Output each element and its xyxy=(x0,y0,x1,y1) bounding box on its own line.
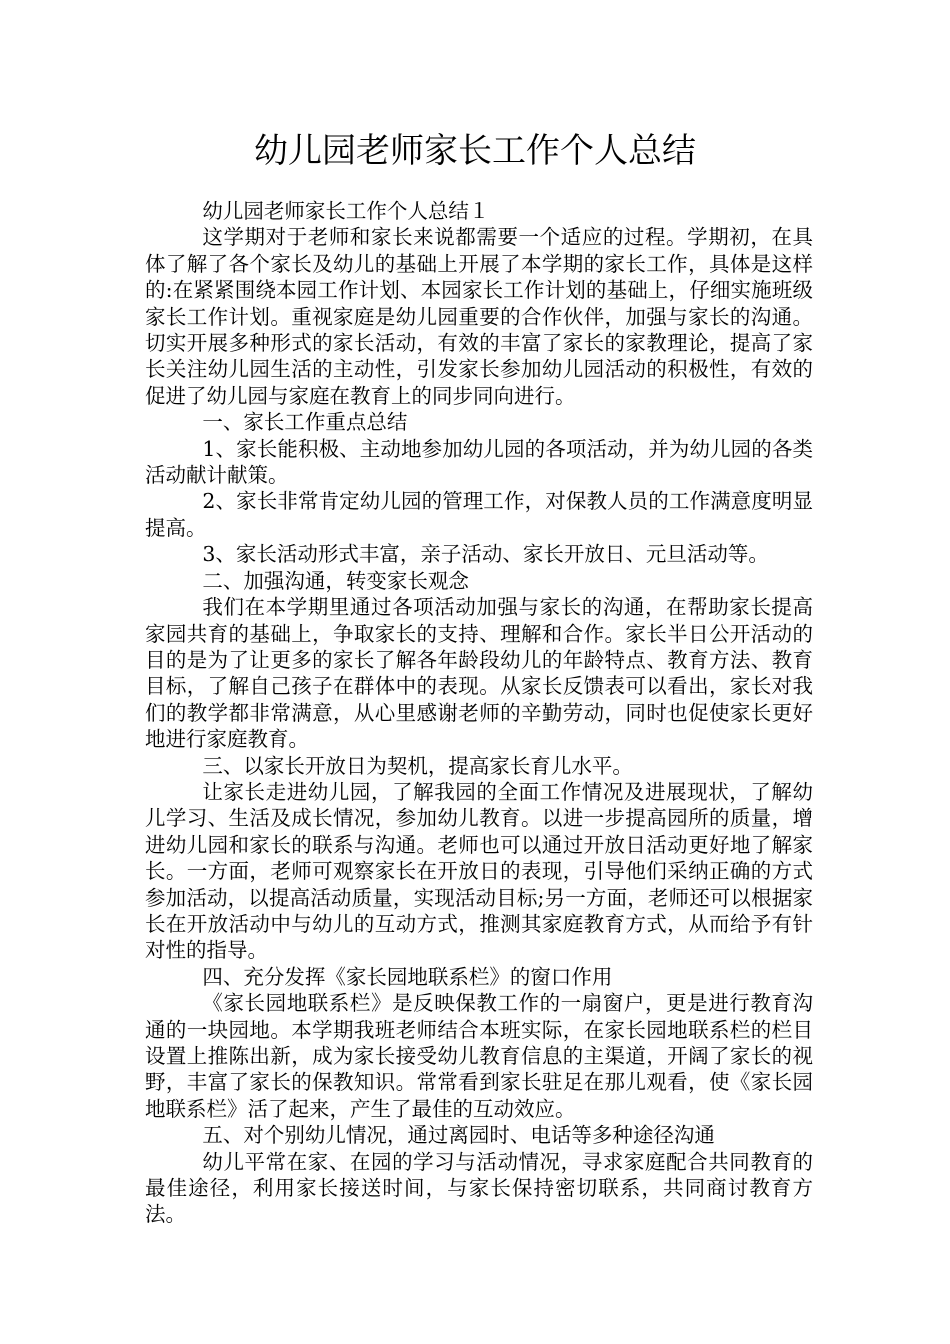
document-title: 幼儿园老师家长工作个人总结 xyxy=(254,131,696,171)
list-item-2: 2、家长非常肯定幼儿园的管理工作，对保教人员的工作满意度明显提高。 xyxy=(145,489,813,540)
section-heading-5: 五、对个别幼儿情况，通过离园时、电话等多种途径沟通 xyxy=(202,1123,715,1148)
section-heading-2: 二、加强沟通，转变家长观念 xyxy=(202,568,469,593)
section-4-paragraph: 《家长园地联系栏》是反映保教工作的一扇窗户，更是进行教育沟通的一块园地。本学期我班老师结合本班实际，在家长园地联系栏的栏目设置上推陈出新，成为家长接受幼儿教育信息的主渠道，开阔了家长的视野，丰富了家长的保教知识。常常看到家长驻足在那儿观看，使《家长园地联系栏》活了起来，产生了最佳的互动效应。 xyxy=(145,991,813,1121)
section-3-paragraph: 让家长走进幼儿园，了解我园的全面工作情况及进展现状，了解幼儿学习、生活及成长情况，参加幼儿教育。以进一步提高园所的质量，增进幼儿园和家长的联系与沟通。老师也可以通过开放日活动更好地了解家长。一方面，老师可观察家长在开放日的表现，引导他们采纳正确的方式参加活动，以提高活动质量，实现活动目标;另一方面，老师还可以根据家长在开放活动中与幼儿的互动方式，推测其家庭教育方式，从而给予有针对性的指导。 xyxy=(145,779,813,963)
document-body xyxy=(145,198,813,1228)
list-item-3: 3、家长活动形式丰富，亲子活动、家长开放日、元旦活动等。 xyxy=(202,542,769,567)
section-heading-1: 一、家长工作重点总结 xyxy=(202,410,408,435)
section-2-paragraph: 我们在本学期里通过各项活动加强与家长的沟通，在帮助家长提高家园共育的基础上，争取家长的支持、理解和合作。家长半日公开活动的目的是为了让更多的家长了解各年龄段幼儿的年龄特点、教育方法、教育目标，了解自己孩子在群体中的表现。从家长反馈表可以看出，家长对我们的教学都非常满意，从心里感谢老师的辛勤劳动，同时也促使家长更好地进行家庭教育。 xyxy=(145,595,813,752)
section-heading-4: 四、充分发挥《家长园地联系栏》的窗口作用 xyxy=(202,964,613,989)
intro-paragraph: 这学期对于老师和家长来说都需要一个适应的过程。学期初，在具体了解了各个家长及幼儿的基础上开展了本学期的家长工作，具体是这样的:在紧紧围绕本园工作计划、本园家长工作计划的基础上，仔细实施班级家长工作计划。重视家庭是幼儿园重要的合作伙伴，加强与家长的沟通。切实开展多种形式的家长活动，有效的丰富了家长的家教理论，提高了家长关注幼儿园生活的主动性，引发家长参加幼儿园活动的积极性，有效的促进了幼儿园与家庭在教育上的同步同向进行。 xyxy=(145,225,813,408)
section-5-paragraph: 幼儿平常在家、在园的学习与活动情况，寻求家庭配合共同教育的最佳途径，利用家长接送时间，与家长保持密切联系，共同商讨教育方法。 xyxy=(145,1149,813,1227)
subtitle-paragraph: 幼儿园老师家长工作个人总结１ xyxy=(202,199,490,223)
section-heading-3: 三、以家长开放日为契机，提高家长育儿水平。 xyxy=(202,753,633,778)
list-item-1: 1、家长能积极、主动地参加幼儿园的各项活动，并为幼儿园的各类活动献计献策。 xyxy=(145,436,813,488)
